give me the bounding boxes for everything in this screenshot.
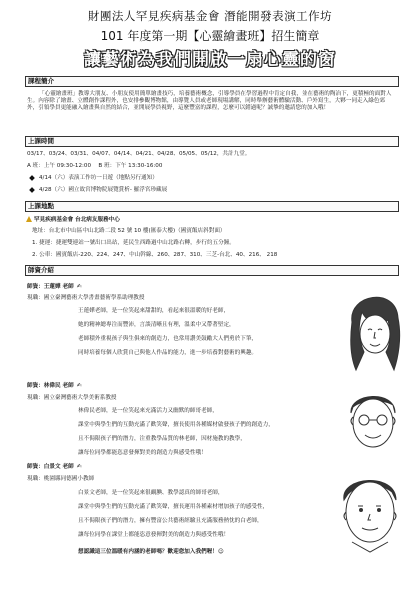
diamond-bullet-icon xyxy=(29,175,35,181)
teachers-heading: 師資介紹 xyxy=(25,265,399,276)
warning-triangle-icon xyxy=(26,216,32,222)
teacher-position: 現職：國立臺灣藝術大學書畫藝術學系助理教授 xyxy=(27,295,145,301)
teacher-portrait-illustration xyxy=(335,387,410,457)
course-title: 101 年度第一期【心靈繪畫班】招生簡章 xyxy=(100,29,320,43)
closing-line: 想認識這三位溫暖有内涵的老師嗎？歡迎您加入我們喔！☺ xyxy=(78,549,224,555)
teacher-bio-line: 讓每位同學在課堂上都能恣意發揮對美的創造力與感受性哦！ xyxy=(78,532,230,538)
teacher-name-text: 師資：林偉民 老師 xyxy=(27,383,74,389)
man-glasses-face-icon xyxy=(351,396,395,447)
teacher-bio-line: 老師積外重視孩子與生俱來的創造力，也常用讚美鼓勵大人們勇於下筆， xyxy=(78,336,258,342)
intro-heading: 課程簡介 xyxy=(25,76,399,87)
teacher-name xyxy=(27,463,82,471)
schedule-sessions: A 班：上午 09:30-12:00 B 班：下午 13:30-16:00 xyxy=(27,163,163,169)
org-title: 財團法人罕見疾病基金會 潛能開發表演工作坊 xyxy=(87,9,333,23)
teacher-bio-line: 同時培養每個人欣賞自己與他人作品的能力，進一步培養對藝術的興趣。 xyxy=(78,350,258,356)
direction-bus: 2. 公車：國賓飯店-220、224、247、中山幹線、260、287、310、三芝-台北、40、216、 218 xyxy=(32,252,278,258)
woman-face-icon xyxy=(351,297,400,370)
schedule-heading: 上課時間 xyxy=(25,136,399,147)
slogan: 讓藝術為我們開啟一扇心靈的窗 xyxy=(84,50,336,70)
schedule-item xyxy=(30,187,167,194)
teacher-name xyxy=(27,283,82,291)
teacher-portrait-illustration xyxy=(330,470,410,560)
teacher-name xyxy=(27,382,82,390)
schedule-item-text: 4/14（六）表演工作坊一日遊（地點另行通知） xyxy=(39,175,158,181)
teacher-bio-line: 她的精神總專注而豐沛，言談清晰且有理，溫柔中又帶著堅定， xyxy=(78,322,235,328)
teacher-bio-line: 林偉民老師，是一位笑起來充滿活力又幽默的師哥老師， xyxy=(78,408,218,414)
address: 地址：台北市中山區中山北路二段 52 號 10 樓(匯泰大樓)（國賓飯店斜對面） xyxy=(32,228,226,234)
teacher-bio-line: 白景文老師，是一位笑起來很靦腆、教學認真的師哥老師， xyxy=(78,490,224,496)
teacher-bio-line: 王蓮嬅老師，是一位笑起來甜甜的，看起來很溫暖的好老師， xyxy=(78,308,230,314)
schedule-item xyxy=(30,175,158,182)
teacher-bio-line: 課堂中與學生們的互動充滿了歡笑聲，擅長使用各種媒材啟發孩子們的創造力， xyxy=(78,422,274,428)
teacher-position: 現職：國立臺灣藝術大學美術系教授 xyxy=(27,395,117,401)
direction-mrt: 1. 捷運：捷運雙連站一號出口出站，延民生西路過中山北路右轉，步行約五分鐘。 xyxy=(32,240,235,246)
schedule-dates: 03/17、03/24、03/31、04/07、04/14、04/21、04/28、05/05、05/12，共計九堂。 xyxy=(27,151,251,157)
teacher-bio-line: 課堂中與學生們的互動充滿了歡笑聲，擅長運用各種素材增加孩子的感受性， xyxy=(78,504,269,510)
teacher-bio-line: 讓每位同學都能恣意發揮對美的創造力與感受性哦！ xyxy=(78,450,207,456)
teacher-name-text: 師資：白景文 老師 xyxy=(27,464,74,470)
venue xyxy=(26,216,120,224)
venue-name: 罕見疾病基金會 台北病友服務中心 xyxy=(34,217,120,223)
pen-icon: ✍ xyxy=(76,283,82,290)
teacher-name-text: 師資：王蓮嬅 老師 xyxy=(27,284,74,290)
schedule-item-text: 4/28（六）國立故宮博物院展覽賞析- 羅浮宮珍藏展 xyxy=(39,187,168,193)
man-face-icon xyxy=(344,480,396,552)
pen-icon: ✍ xyxy=(76,463,82,470)
teacher-bio-line: 且不侷限孩子們的潛力，擁有豐富公共藝術經驗且充滿服務熱忱的白老師， xyxy=(78,518,263,524)
teacher-bio-line: 且不侷限孩子們的潛力，注重教學品質的林老師，因材施教的教學， xyxy=(78,436,246,442)
diamond-bullet-icon xyxy=(29,187,35,193)
location-heading: 上課地點 xyxy=(25,201,399,212)
teacher-portrait-illustration xyxy=(340,282,410,377)
pen-icon: ✍ xyxy=(76,382,82,389)
intro-text: 「心靈繪畫班」教導大朋友、小朋友使用簡單繪畫技巧，培養藝術概念，引導學員在學習過程中肯定自我，並在藝術的陶冶下，更積極的面對人生。內容除了繪畫、立體創作課程外，也安排參觀博物館，由導覽人員或老師現場講解，同時舉辦藝術體驗活動、戶外寫生，大夥一同走入綠色郊外，引領學員更能融入繪畫與自然的結合，並開展學員視野，這麼豐富的課程，怎麼可以錯過呢？誠摯的邀請您的加入哦！ xyxy=(27,91,392,112)
teacher-position: 現職：桃園縣同德國小教師 xyxy=(27,476,95,482)
